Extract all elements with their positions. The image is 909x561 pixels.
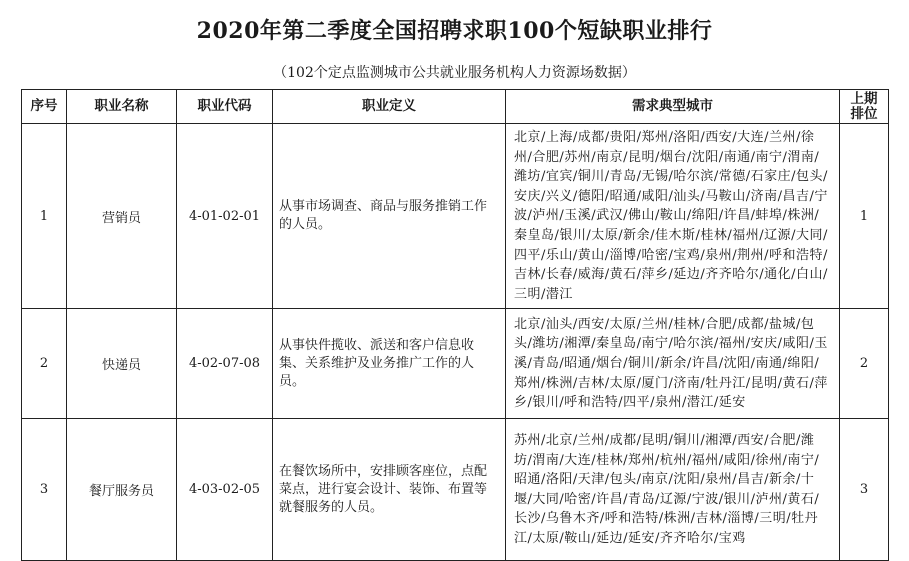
table-row [22, 309, 889, 419]
shortage-occupation-table [21, 89, 889, 561]
row-occupation-name: 快递员 [67, 309, 177, 419]
header-name: 职业名称 [67, 90, 177, 124]
row-occupation-code: 4-02-07-08 [177, 309, 273, 419]
header-prev-rank: 上期排位 [840, 90, 889, 124]
row-occupation-name: 餐厅服务员 [67, 419, 177, 561]
header-seq: 序号 [22, 90, 67, 124]
row-seq: 2 [22, 309, 67, 419]
row-cities: 北京/上海/成都/贵阳/郑州/洛阳/西安/大连/兰州/徐州/合肥/苏州/南京/昆明/烟台/沈阳/南通/南宁/渭南/潍坊/宜宾/铜川/青岛/无锡/哈尔滨/常德/石家庄/包头/安庆/兴义/德阳/昭通/咸阳/汕头/马鞍山/济南/昌吉/宁波/泸州/玉溪/武汉/佛山/鞍山/绵阳/许昌/蚌埠/株洲/秦皇岛/银川/太原/新余/佳木斯/桂林/福州/辽源/大同/四平/乐山/黄山/淄博/哈密/宝鸡/泉州/荆州/呼和浩特/吉林/长春/威海/黄石/萍乡/延边/齐齐哈尔/通化/白山/三明/潜江 [506, 124, 840, 309]
table-row [22, 419, 889, 561]
header-definition: 职业定义 [273, 90, 506, 124]
table-header-row [22, 90, 889, 124]
row-prev-rank: 3 [840, 419, 889, 561]
header-cities: 需求典型城市 [506, 90, 840, 124]
row-seq: 3 [22, 419, 67, 561]
row-occupation-code: 4-03-02-05 [177, 419, 273, 561]
row-definition: 从事市场调查、商品与服务推销工作的人员。 [273, 124, 506, 309]
table-row [22, 124, 889, 309]
row-cities: 北京/汕头/西安/太原/兰州/桂林/合肥/成都/盐城/包头/潍坊/湘潭/秦皇岛/南宁/哈尔滨/福州/安庆/咸阳/玉溪/青岛/昭通/烟台/铜川/新余/许昌/沈阳/南通/绵阳/郑州/株洲/吉林/太原/厦门/济南/牡丹江/昆明/黄石/萍乡/银川/呼和浩特/四平/泉州/潜江/延安 [506, 309, 840, 419]
page-subtitle: （102个定点监测城市公共就业服务机构人力资源场数据） [273, 65, 636, 81]
row-occupation-code: 4-01-02-01 [177, 124, 273, 309]
row-occupation-name: 营销员 [67, 124, 177, 309]
row-definition: 在餐饮场所中，安排顾客座位，点配菜点，进行宴会设计、装饰、布置等就餐服务的人员。 [273, 419, 506, 561]
row-prev-rank: 2 [840, 309, 889, 419]
header-code: 职业代码 [177, 90, 273, 124]
row-prev-rank: 1 [840, 124, 889, 309]
page-title: 2020年第二季度全国招聘求职100个短缺职业排行 [196, 18, 713, 44]
row-seq: 1 [22, 124, 67, 309]
row-definition: 从事快件揽收、派送和客户信息收集、关系维护及业务推广工作的人员。 [273, 309, 506, 419]
row-cities: 苏州/北京/兰州/成都/昆明/铜川/湘潭/西安/合肥/潍坊/渭南/大连/桂林/郑州/杭州/福州/咸阳/徐州/南宁/昭通/洛阳/天津/包头/南京/沈阳/泉州/昌吉/新余/十堰/大同/哈密/许昌/青岛/辽源/宁波/银川/泸州/黄石/长沙/乌鲁木齐/呼和浩特/株洲/吉林/淄博/三明/牡丹江/太原/鞍山/延边/延安/齐齐哈尔/宝鸡 [506, 419, 840, 561]
